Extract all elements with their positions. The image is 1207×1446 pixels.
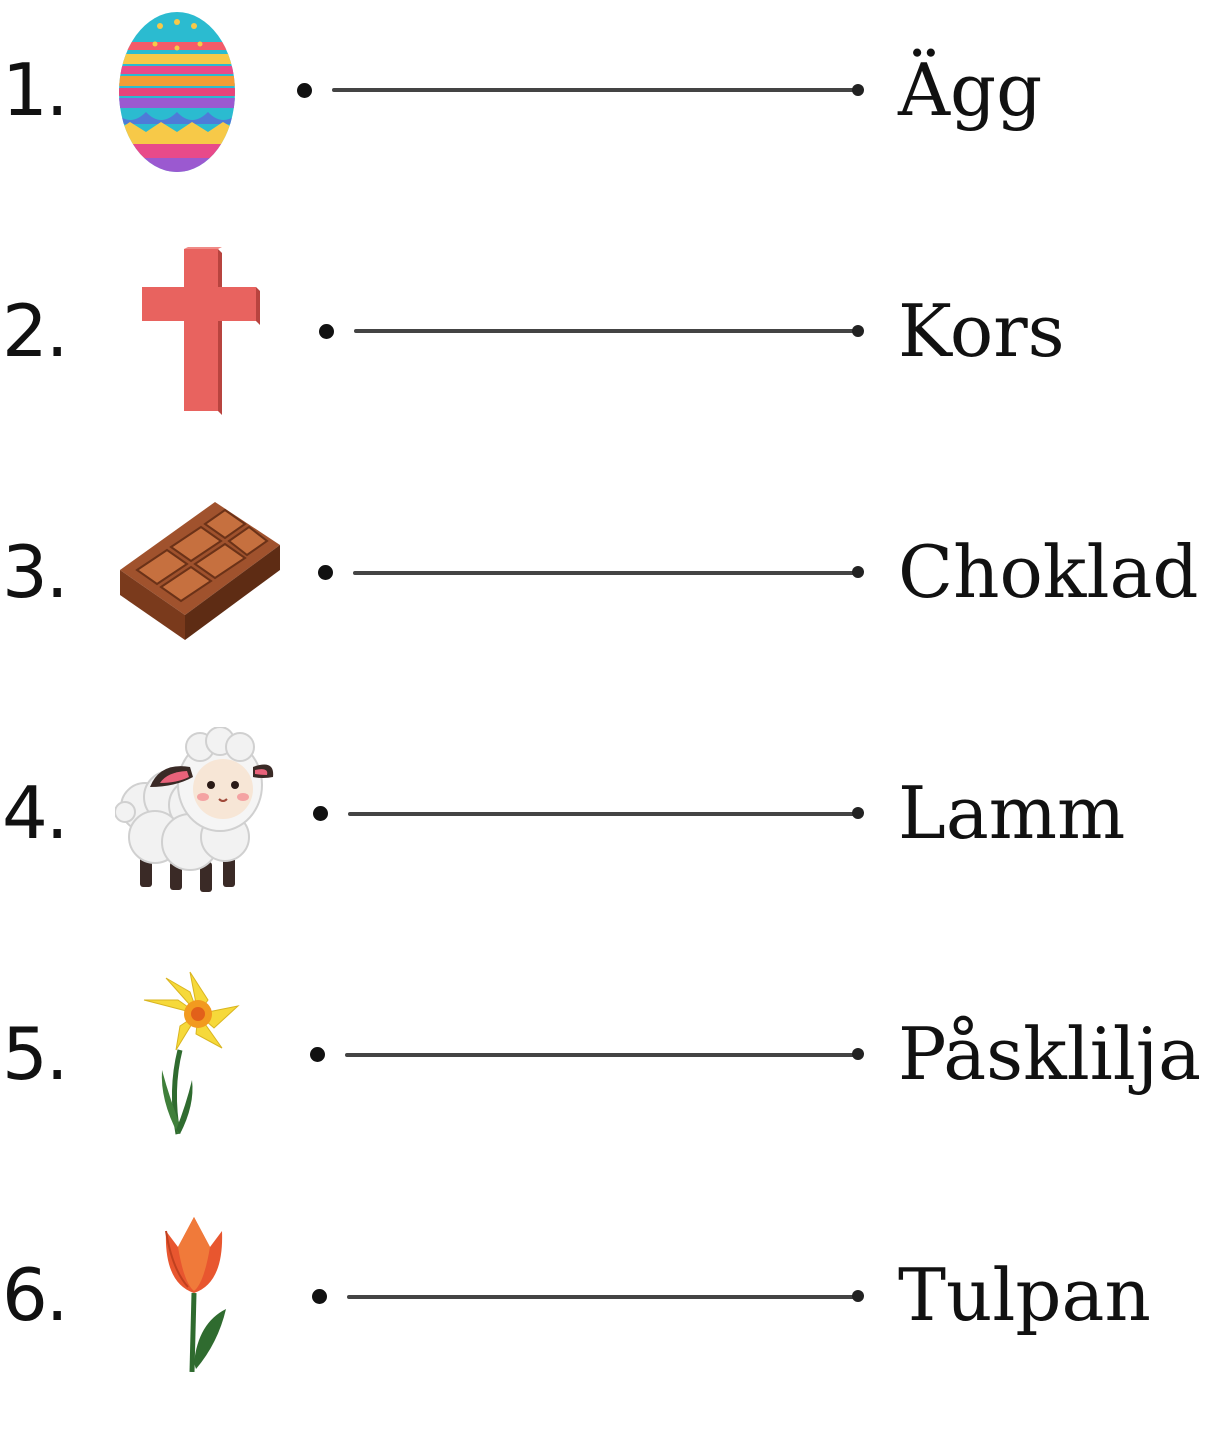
cross-icon — [140, 247, 260, 417]
left-dot[interactable] — [297, 83, 312, 98]
item-number: 6. — [2, 1253, 67, 1337]
easter-egg-icon — [115, 4, 240, 174]
item-number: 3. — [2, 530, 67, 614]
right-dot[interactable] — [852, 1290, 864, 1302]
item-number: 5. — [2, 1012, 67, 1096]
lamb-icon — [115, 727, 275, 897]
left-dot[interactable] — [319, 324, 334, 339]
word-label: Choklad — [898, 530, 1199, 614]
word-label: Lamm — [898, 771, 1126, 855]
connector-line — [332, 88, 860, 92]
row-4 — [0, 723, 1207, 964]
connector-line — [347, 1295, 860, 1299]
item-number: 4. — [2, 771, 67, 855]
word-label: Tulpan — [898, 1253, 1151, 1337]
connector-line — [353, 571, 860, 575]
row-3 — [0, 482, 1207, 723]
row-1 — [0, 0, 1207, 241]
right-dot[interactable] — [852, 325, 864, 337]
row-2 — [0, 241, 1207, 482]
connector-line — [345, 1053, 860, 1057]
chocolate-bar-icon — [115, 500, 285, 645]
right-dot[interactable] — [852, 1048, 864, 1060]
right-dot[interactable] — [852, 566, 864, 578]
word-label: Påsklilja — [898, 1012, 1202, 1096]
connector-line — [354, 329, 860, 333]
row-5 — [0, 964, 1207, 1205]
left-dot[interactable] — [310, 1047, 325, 1062]
left-dot[interactable] — [313, 806, 328, 821]
daffodil-icon — [140, 970, 240, 1140]
right-dot[interactable] — [852, 84, 864, 96]
left-dot[interactable] — [312, 1289, 327, 1304]
item-number: 1. — [2, 48, 67, 132]
word-label: Ägg — [898, 48, 1043, 132]
word-label: Kors — [898, 289, 1065, 373]
item-number: 2. — [2, 289, 67, 373]
connector-line — [348, 812, 860, 816]
tulip-icon — [158, 1213, 238, 1372]
left-dot[interactable] — [318, 565, 333, 580]
right-dot[interactable] — [852, 807, 864, 819]
row-6 — [0, 1205, 1207, 1446]
